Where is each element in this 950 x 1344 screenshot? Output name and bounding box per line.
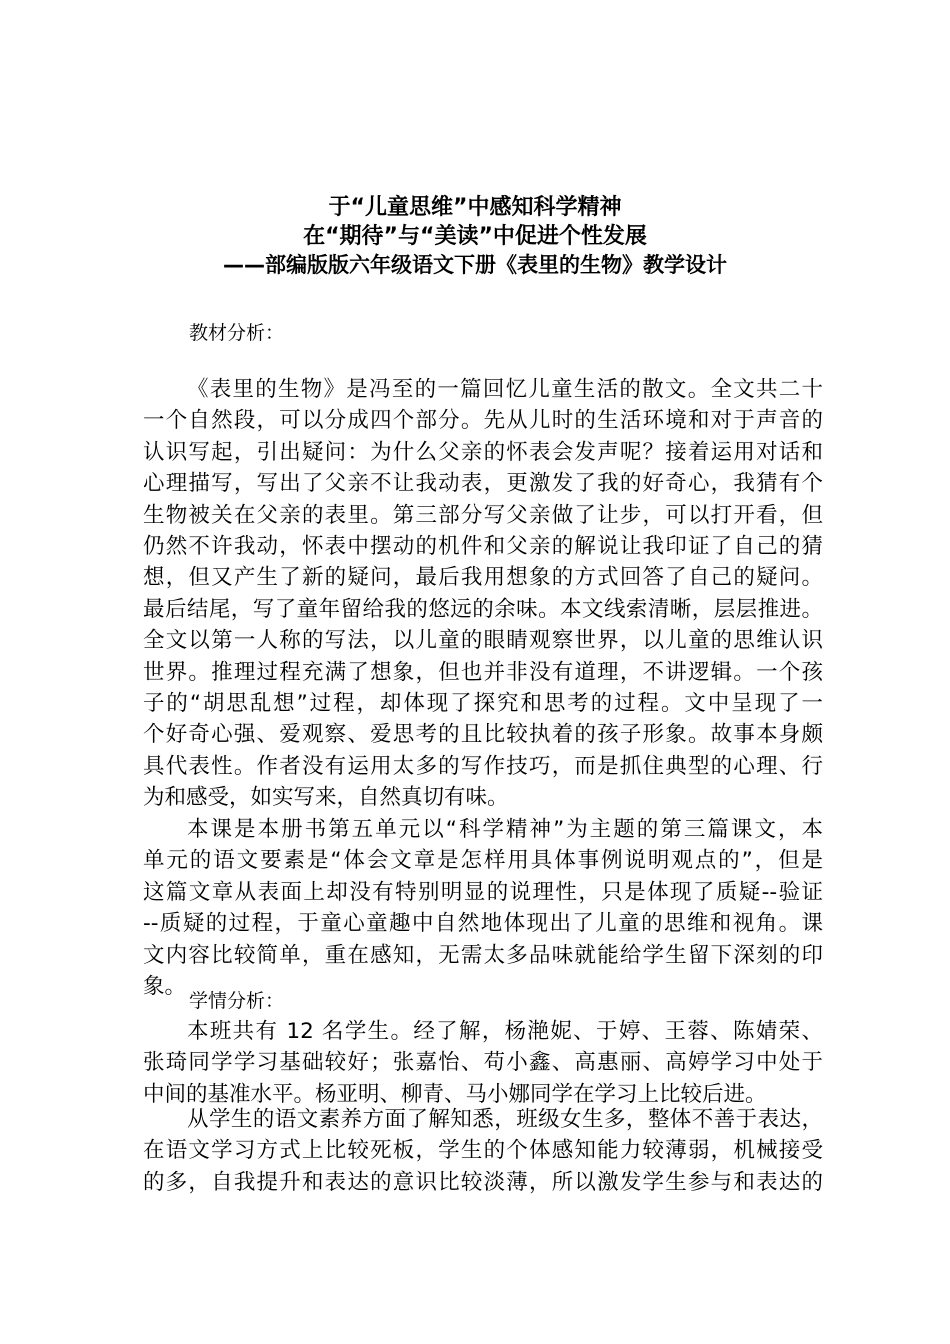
title-line-1: 于“儿童思维”中感知科学精神 <box>328 195 622 220</box>
paragraph-line: 中间的基准水平。杨亚明、柳青、马小娜同学在学习上比较后进。 <box>143 1081 767 1107</box>
paragraph-line: 最后结尾，写了童年留给我的悠远的余味。本文线索清晰，层层推进。 <box>143 596 823 622</box>
paragraph-line: 想，但又产生了新的疑问，最后我用想象的方式回答了自己的疑问。 <box>143 565 823 591</box>
student-analysis-paragraph-1 <box>143 1016 823 1110</box>
paragraph-line: 本课是本册书第五单元以“科学精神”为主题的第三篇课文，本 <box>187 817 823 842</box>
paragraph-line: 《表里的生物》是冯至的一篇回忆儿童生活的散文。全文共二十 <box>187 377 823 402</box>
paragraph-line: 张琦同学学习基础较好；张嘉怡、苟小鑫、高惠丽、高婷学习中处于 <box>143 1050 823 1076</box>
paragraph-line: --质疑的过程，于童心童趣中自然地体现出了儿童的思维和视角。课 <box>143 911 823 937</box>
paragraph-line: 全文以第一人称的写法，以儿童的眼睛观察世界，以儿童的思维认识 <box>143 628 823 654</box>
paragraph-line: 个好奇心强、爱观察、爱思考的且比较执着的孩子形象。故事本身颇 <box>143 722 823 748</box>
paragraph-line: 从学生的语文素养方面了解知悉，班级女生多，整体不善于表达， <box>187 1107 823 1132</box>
title-subtitle: ——部编版版六年级语文下册《表里的生物》教学设计 <box>223 253 727 277</box>
student-analysis-heading: 学情分析： <box>189 990 285 1012</box>
paragraph-line: 象。 <box>143 973 187 999</box>
paragraph-line: 这篇文章从表面上却没有特别明显的说理性，只是体现了质疑--验证 <box>143 879 823 905</box>
paragraph-line: 为和感受，如实写来，自然真切有味。 <box>143 785 509 811</box>
paragraph-line: 认识写起，引出疑问：为什么父亲的怀表会发声呢？接着运用对话和 <box>143 439 823 465</box>
paragraph-line: 的多，自我提升和表达的意识比较淡薄，所以激发学生参与和表达的 <box>143 1169 823 1195</box>
title-line-2: 在“期待”与“美读”中促进个性发展 <box>303 224 647 249</box>
paragraph-line: 文内容比较简单，重在感知，无需太多品味就能给学生留下深刻的印 <box>143 942 823 968</box>
paragraph-line: 生物被关在父亲的表里。第三部分写父亲做了让步，可以打开看，但 <box>143 502 823 528</box>
paragraph-line: 在语文学习方式上比较死板，学生的个体感知能力较薄弱，机械接受 <box>143 1138 823 1164</box>
paragraph-line: 单元的语文要素是“体会文章是怎样用具体事例说明观点的”，但是 <box>143 848 823 874</box>
paragraph-line: 仍然不许我动，怀表中摆动的机件和父亲的解说让我印证了自己的猜 <box>143 533 823 559</box>
document-title <box>0 193 950 279</box>
paragraph-line: 心理描写，写出了父亲不让我动表，更激发了我的好奇心，我猜有个 <box>143 471 823 497</box>
textbook-analysis-paragraph-1 <box>143 374 823 813</box>
paragraph-line: 世界。推理过程充满了想象，但也并非没有道理，不讲逻辑。一个孩 <box>143 659 823 685</box>
paragraph-line: 一个自然段，可以分成四个部分。先从儿时的生活环境和对于声音的 <box>143 408 823 434</box>
textbook-analysis-heading: 教材分析： <box>189 322 285 344</box>
paragraph-line: 子的“胡思乱想”过程，却体现了探究和思考的过程。文中呈现了一 <box>143 690 823 716</box>
textbook-analysis-paragraph-2 <box>143 814 823 1002</box>
paragraph-line: 本班共有 12 名学生。经了解，杨滟妮、于婷、王蓉、陈婧荣、 <box>187 1019 823 1044</box>
paragraph-line: 具代表性。作者没有运用太多的写作技巧，而是抓住典型的心理、行 <box>143 753 823 779</box>
student-analysis-paragraph-2 <box>143 1104 823 1198</box>
